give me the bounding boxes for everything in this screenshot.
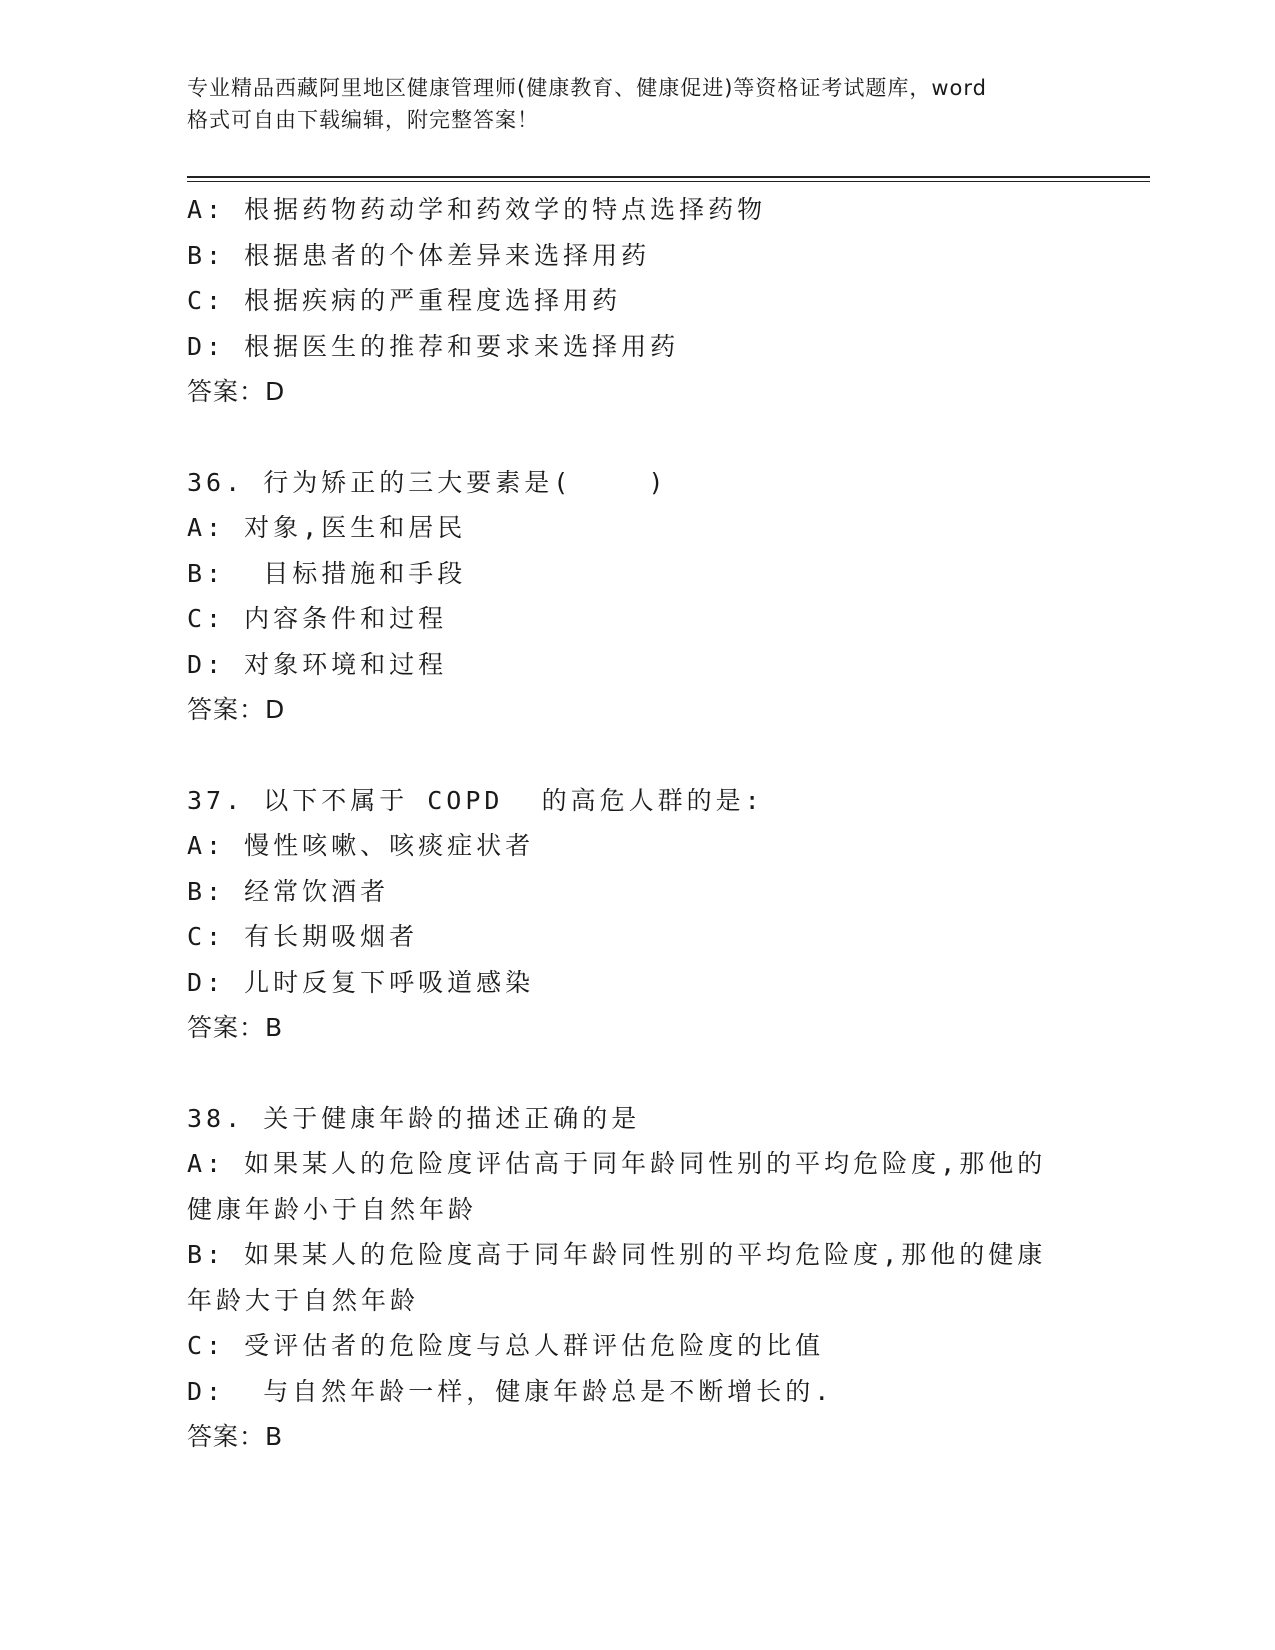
question-36	[187, 460, 1067, 733]
option-b: B: 根据患者的个体差异来选择用药	[187, 240, 651, 270]
option-c: C: 有长期吸烟者	[187, 922, 419, 951]
spacer	[187, 733, 1067, 778]
header-divider-thin	[187, 181, 1150, 182]
option-c: C: 受评估者的危险度与总人群评估危险度的比值	[187, 1331, 825, 1360]
document-header	[187, 72, 1087, 136]
option-a: A: 根据药物药动学和药效学的特点选择药物	[187, 195, 767, 224]
answer-line: 答案：D	[187, 377, 286, 406]
header-line-1: 专业精品西藏阿里地区健康管理师(健康教育、健康促进)等资格证考试题库，word	[187, 76, 988, 100]
question-stem: 38. 关于健康年龄的描述正确的是	[187, 1103, 641, 1133]
option-d: D: 对象环境和过程	[187, 649, 448, 679]
option-a: A: 如果某人的危险度评估高于同年龄同性别的平均危险度,那他的健康年龄小于自然年龄	[187, 1149, 1047, 1224]
answer-line: 答案：B	[187, 1013, 284, 1042]
question-list	[187, 187, 1067, 1460]
header-divider-thick	[187, 176, 1150, 178]
option-d: D: 根据医生的推荐和要求来选择用药	[187, 331, 680, 361]
answer-line: 答案：B	[187, 1422, 284, 1451]
option-b: B: 目标措施和手段	[187, 558, 467, 588]
option-b: B: 经常饮酒者	[187, 876, 390, 906]
question-stem: 36. 行为矫正的三大要素是( )	[187, 467, 668, 497]
spacer	[187, 415, 1067, 460]
question-stem: 37. 以下不属于 COPD 的高危人群的是:	[187, 785, 764, 815]
header-line-2: 格式可自由下载编辑，附完整答案！	[187, 108, 539, 132]
question-37	[187, 778, 1067, 1051]
option-d: D: 儿时反复下呼吸道感染	[187, 967, 535, 997]
question-38	[187, 1096, 1067, 1460]
option-a: A: 慢性咳嗽、咳痰症状者	[187, 831, 535, 860]
question-35-continued	[187, 187, 1067, 415]
option-d: D: 与自然年龄一样，健康年龄总是不断增长的.	[187, 1376, 834, 1406]
answer-line: 答案：D	[187, 695, 286, 724]
option-b: B: 如果某人的危险度高于同年龄同性别的平均危险度,那他的健康年龄大于自然年龄	[187, 1240, 1047, 1315]
option-c: C: 内容条件和过程	[187, 604, 448, 633]
option-c: C: 根据疾病的严重程度选择用药	[187, 286, 622, 315]
spacer	[187, 1051, 1067, 1096]
option-a: A: 对象,医生和居民	[187, 513, 467, 542]
